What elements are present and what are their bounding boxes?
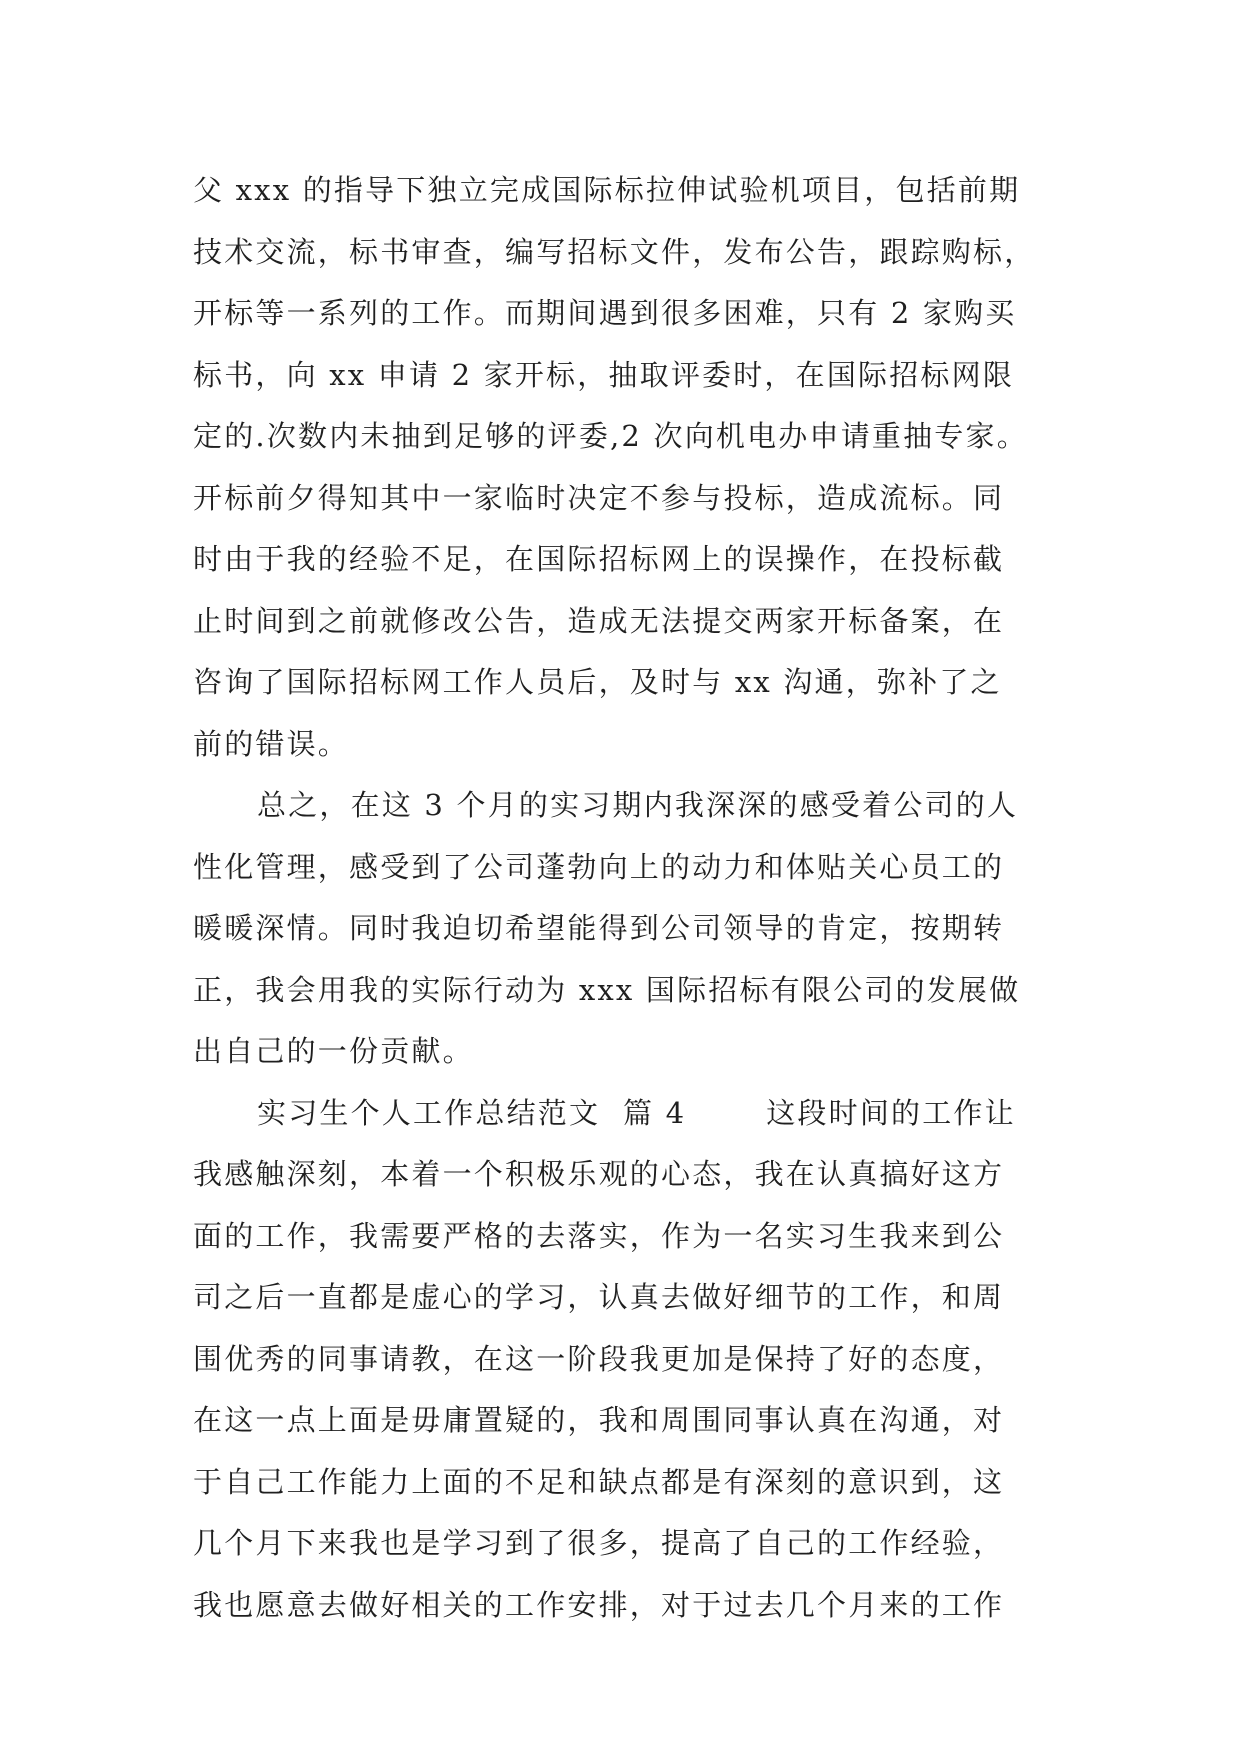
text-line: 面的工作，我需要严格的去落实，作为一名实习生我来到公 (193, 1218, 1005, 1253)
text-line: 技术交流，标书审查，编写招标文件，发布公告，跟踪购标， (193, 234, 1036, 269)
paragraph-start-line: 总之，在这 3 个月的实习期内我深深的感受着公司的人 (257, 788, 1019, 822)
document-body (193, 160, 1053, 1636)
section-heading-line: 实习生个人工作总结范文 篇 4 这段时间的工作让 (257, 1095, 1016, 1130)
text-line: 于自己工作能力上面的不足和缺点都是有深刻的意识到，这 (193, 1464, 1005, 1499)
text-line: 暖暖深情。同时我迫切希望能得到公司领导的肯定，按期转 (193, 911, 1005, 945)
text-line: 止时间到之前就修改公告，造成无法提交两家开标备案，在 (193, 603, 1005, 638)
text-line: 父 xxx 的指导下独立完成国际标拉伸试验机项目，包括前期 (193, 173, 1021, 207)
text-line: 我感触深刻，本着一个积极乐观的心态，我在认真搞好这方 (193, 1157, 1005, 1191)
text-line: 时由于我的经验不足，在国际招标网上的误操作，在投标截 (193, 542, 1005, 576)
text-line: 开标等一系列的工作。而期间遇到很多困难，只有 2 家购买 (193, 296, 1017, 330)
text-line: 几个月下来我也是学习到了很多，提高了自己的工作经验， (193, 1526, 1005, 1560)
text-line: 我也愿意去做好相关的工作安排，对于过去几个月来的工作 (193, 1587, 1005, 1622)
text-line: 定的.次数内未抽到足够的评委,2 次向机电办申请重抽专家。 (193, 419, 1028, 453)
text-line: 性化管理，感受到了公司蓬勃向上的动力和体贴关心员工的 (193, 849, 1005, 884)
text-line: 前的错误。 (193, 726, 350, 761)
text-line: 正，我会用我的实际行动为 xxx 国际招标有限公司的发展做 (193, 972, 1021, 1007)
text-line: 开标前夕得知其中一家临时决定不参与投标，造成流标。同 (193, 480, 1005, 515)
text-line: 围优秀的同事请教，在这一阶段我更加是保持了好的态度， (193, 1341, 1005, 1376)
text-line: 标书，向 xx 申请 2 家开标，抽取评委时，在国际招标网限 (193, 357, 1015, 392)
text-line: 司之后一直都是虚心的学习，认真去做好细节的工作，和周 (193, 1280, 1005, 1314)
text-line: 咨询了国际招标网工作人员后，及时与 xx 沟通，弥补了之 (193, 665, 1002, 699)
text-line: 在这一点上面是毋庸置疑的，我和周围同事认真在沟通，对 (193, 1403, 1005, 1437)
text-line: 出自己的一份贡献。 (193, 1034, 474, 1068)
